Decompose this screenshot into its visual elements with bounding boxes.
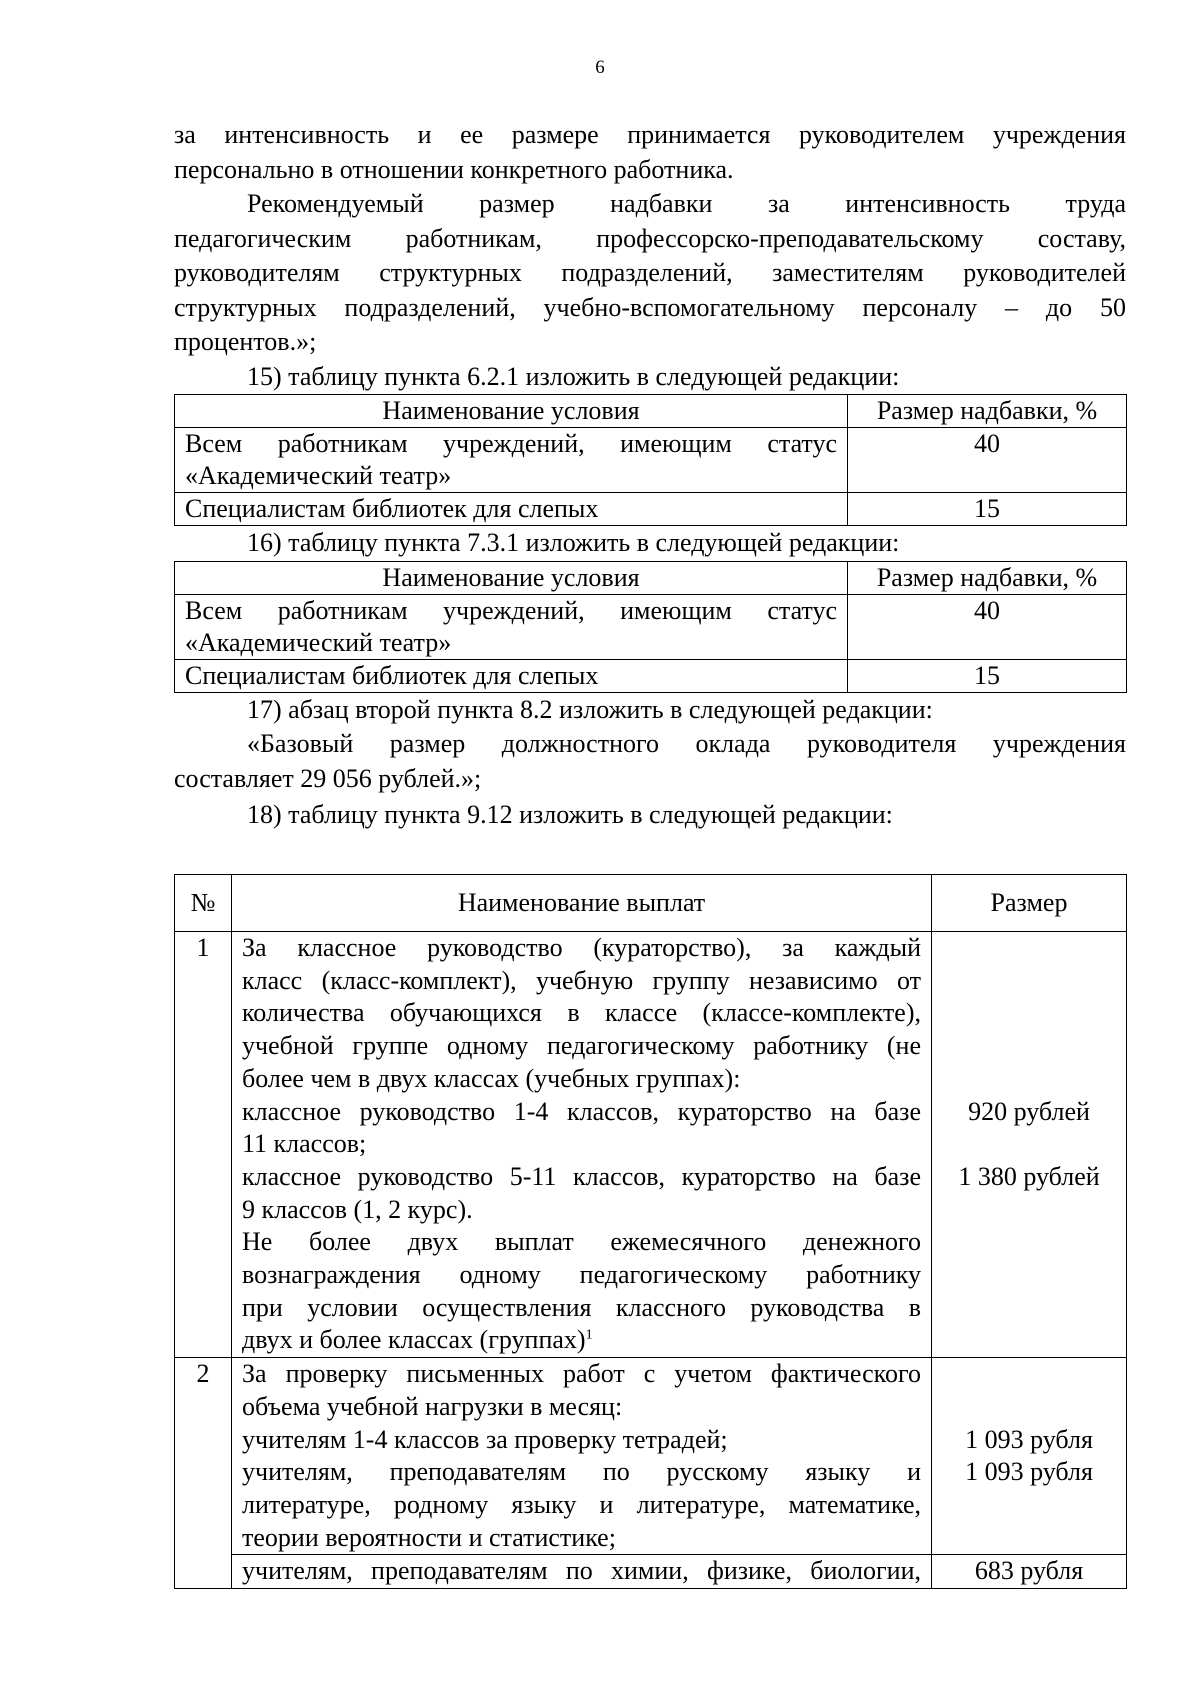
header-cell-size: Размер надбавки, % <box>848 395 1127 428</box>
cell-line: классное руководство 5-11 классов, кураторство на базе <box>242 1161 921 1191</box>
cell-line: литературе, родному языку и литературе, математике, <box>242 1489 921 1519</box>
cell-line: 11 классов; <box>242 1129 367 1159</box>
cell-line: Всем работникам учреждений, имеющим статус <box>185 429 837 458</box>
payment-name-cell <box>232 1358 932 1555</box>
cell-line: За классное руководство (кураторство), за каждый <box>242 933 921 962</box>
document-body <box>174 118 1126 833</box>
cell-text: двух и более классах (группах) <box>242 1325 586 1355</box>
cell-line: объема учебной нагрузки в месяц: <box>242 1391 623 1421</box>
cell-line: классное руководство 1-4 классов, кураторство на базе <box>242 1096 921 1126</box>
cell-line: «Академический театр» <box>185 627 452 657</box>
table-row <box>175 932 1127 1358</box>
paragraph-line: за интенсивность и ее размере принимается руководителем учреждения <box>174 120 1126 149</box>
cell-line: при условии осуществления классного руководства в <box>242 1292 921 1322</box>
cell-line: учителям, преподавателям по русскому языку и <box>242 1457 921 1487</box>
cell-line: вознаграждения одному педагогическому работнику <box>242 1260 921 1290</box>
paragraph-line: процентов.»; <box>174 327 317 356</box>
table-header-row <box>175 395 1127 428</box>
cell-line: количества обучающихся в классе (классе-комплекте), <box>242 998 921 1028</box>
header-cell-size: Размер надбавки, % <box>848 561 1127 594</box>
cell-line <box>242 1324 921 1357</box>
size-cell: 15 <box>848 493 1127 526</box>
payment-name-cell <box>232 1555 932 1589</box>
paragraph-line: составляет 29 056 рублей.»; <box>174 763 482 793</box>
item-15-caption: 15) таблицу пункта 6.2.1 изложить в следующей редакции: <box>247 361 900 391</box>
cell-line: Не более двух выплат ежемесячного денежного <box>242 1227 921 1257</box>
header-cell-payment-name: Наименование выплат <box>232 875 932 932</box>
row-number: 2 <box>175 1358 232 1589</box>
table-row <box>175 428 1127 493</box>
size-cell <box>932 932 1127 1358</box>
page-number: 6 <box>595 57 605 78</box>
size-cell: 15 <box>848 659 1127 692</box>
cell-line: учителям 1-4 классов за проверку тетрадей; <box>242 1424 728 1454</box>
header-cell-size: Размер <box>932 875 1127 932</box>
cell-line: учебной группе одному педагогическому работнику (не <box>242 1031 921 1061</box>
row-number: 1 <box>175 932 232 1358</box>
table-row <box>175 1555 1127 1589</box>
table-6-2-1 <box>174 394 1127 526</box>
cell-line: За проверку письменных работ с учетом фактического <box>242 1359 921 1389</box>
condition-cell: Специалистам библиотек для слепых <box>175 493 848 526</box>
table-9-12 <box>174 874 1127 1589</box>
size-cell: 683 рубля <box>932 1555 1127 1589</box>
size-value: 920 рублей <box>968 1096 1090 1126</box>
table-7-3-1 <box>174 561 1127 693</box>
cell-line: «Академический театр» <box>185 461 452 490</box>
table-row <box>175 659 1127 692</box>
paragraph-line: руководителям структурных подразделений, заместителям руководителей <box>174 258 1126 287</box>
size-cell: 40 <box>848 428 1127 493</box>
table-header-row <box>175 875 1127 932</box>
cell-line: Всем работникам учреждений, имеющим статус <box>185 595 837 625</box>
paragraph-line: «Базовый размер должностного оклада руководителя учреждения <box>247 729 1126 758</box>
header-cell-condition: Наименование условия <box>175 395 848 428</box>
size-cell <box>932 1358 1127 1555</box>
cell-line: учителям, преподавателям по химии, физике, биологии, <box>242 1556 921 1586</box>
paragraph-line: персонально в отношении конкретного работника. <box>174 154 734 184</box>
paragraph-line: Рекомендуемый размер надбавки за интенсивность труда <box>247 189 1126 218</box>
size-value: 1 093 рубля <box>965 1424 1093 1454</box>
size-value: 1 093 рубля <box>965 1457 1093 1487</box>
condition-cell <box>175 428 848 493</box>
condition-cell: Специалистам библиотек для слепых <box>175 659 848 692</box>
cell-line: более чем в двух классах (учебных группах): <box>242 1063 741 1093</box>
table-row <box>175 1358 1127 1555</box>
paragraph-line: педагогическим работникам, профессорско-преподавательскому составу, <box>174 223 1126 253</box>
item-16-caption: 16) таблицу пункта 7.3.1 изложить в следующей редакции: <box>247 528 900 557</box>
cell-line: 9 классов (1, 2 курс). <box>242 1194 473 1224</box>
condition-cell <box>175 594 848 659</box>
footnote-marker: 1 <box>585 1327 593 1343</box>
payment-name-cell <box>232 932 932 1358</box>
size-cell: 40 <box>848 594 1127 659</box>
table-row <box>175 493 1127 526</box>
cell-line: теории вероятности и статистике; <box>242 1522 616 1552</box>
item-17-caption: 17) абзац второй пункта 8.2 изложить в следующей редакции: <box>247 694 933 724</box>
header-cell-condition: Наименование условия <box>175 561 848 594</box>
paragraph-line: структурных подразделений, учебно-вспомогательному персоналу – до 50 <box>174 292 1126 322</box>
header-cell-number: № <box>175 875 232 932</box>
item-18-caption: 18) таблицу пункта 9.12 изложить в следующей редакции: <box>247 800 893 829</box>
table-header-row <box>175 561 1127 594</box>
size-value: 1 380 рублей <box>958 1161 1100 1191</box>
cell-line: класс (класс-комплект), учебную группу независимо от <box>242 965 921 995</box>
table-row <box>175 594 1127 659</box>
